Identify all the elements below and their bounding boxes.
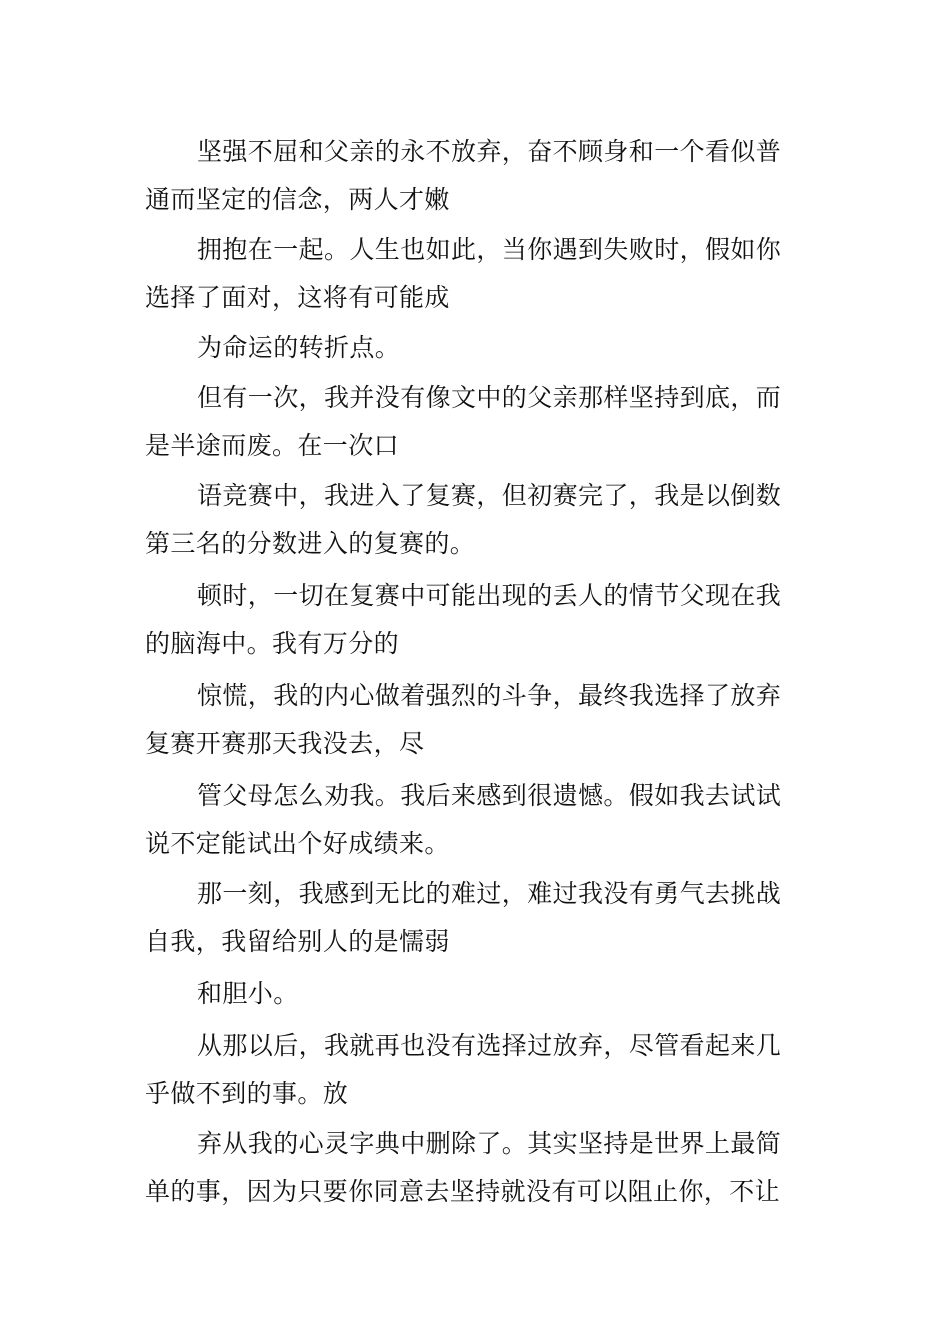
paragraph-line: 单的事，因为只要你同意去坚持就没有可以阻止你，不让: [145, 1177, 781, 1206]
paragraph-line: 但有一次，我并没有像文中的父亲那样坚持到底，而: [197, 383, 782, 412]
paragraph-1: [145, 128, 815, 224]
paragraph-line: 为命运的转折点。: [197, 333, 401, 362]
paragraph-line: 管父母怎么劝我。我后来感到很遗憾。假如我去试试: [197, 781, 782, 810]
paragraph-line: 拥抱在一起。人生也如此，当你遇到失败时，假如你: [197, 235, 782, 264]
paragraph-5: [145, 472, 815, 568]
paragraph-9: [145, 870, 815, 966]
paragraph-line: 选择了面对，这将有可能成: [145, 283, 450, 312]
paragraph-line: 乎做不到的事。放: [145, 1079, 349, 1108]
paragraph-line: 自我，我留给别人的是懦弱: [145, 927, 450, 956]
paragraph-8: [145, 772, 815, 868]
paragraph-line: 那一刻，我感到无比的难过，难过我没有勇气去挑战: [197, 879, 782, 908]
paragraph-line: 惊慌，我的内心做着强烈的斗争，最终我选择了放弃: [197, 681, 782, 710]
paragraph-6: [145, 572, 815, 668]
paragraph-11: [145, 1022, 815, 1118]
paragraph-4: [145, 374, 815, 470]
paragraph-10: [145, 970, 815, 1018]
paragraph-line: 从那以后，我就再也没有选择过放弃，尽管看起来几: [197, 1031, 782, 1060]
paragraph-2: [145, 226, 815, 322]
paragraph-line: 说不定能试出个好成绩来。: [145, 829, 450, 858]
paragraph-line: 复赛开赛那天我没去，尽: [145, 729, 425, 758]
paragraph-line: 弃从我的心灵字典中删除了。其实坚持是世界上最简: [197, 1129, 782, 1158]
paragraph-7: [145, 672, 815, 768]
paragraph-line: 和胆小。: [197, 979, 299, 1008]
paragraph-line: 的脑海中。我有万分的: [145, 629, 400, 658]
paragraph-line: 第三名的分数进入的复赛的。: [145, 529, 476, 558]
paragraph-line: 坚强不屈和父亲的永不放弃，奋不顾身和一个看似普: [197, 137, 782, 166]
paragraph-line: 是半途而废。在一次口: [145, 431, 400, 460]
paragraph-line: 语竞赛中，我进入了复赛，但初赛完了，我是以倒数: [197, 481, 782, 510]
paragraph-line: 通而坚定的信念，两人才嫩: [145, 185, 450, 214]
paragraph-12: [145, 1120, 815, 1216]
paragraph-line: 顿时，一切在复赛中可能出现的丢人的情节父现在我: [197, 581, 782, 610]
paragraph-3: [145, 324, 815, 372]
